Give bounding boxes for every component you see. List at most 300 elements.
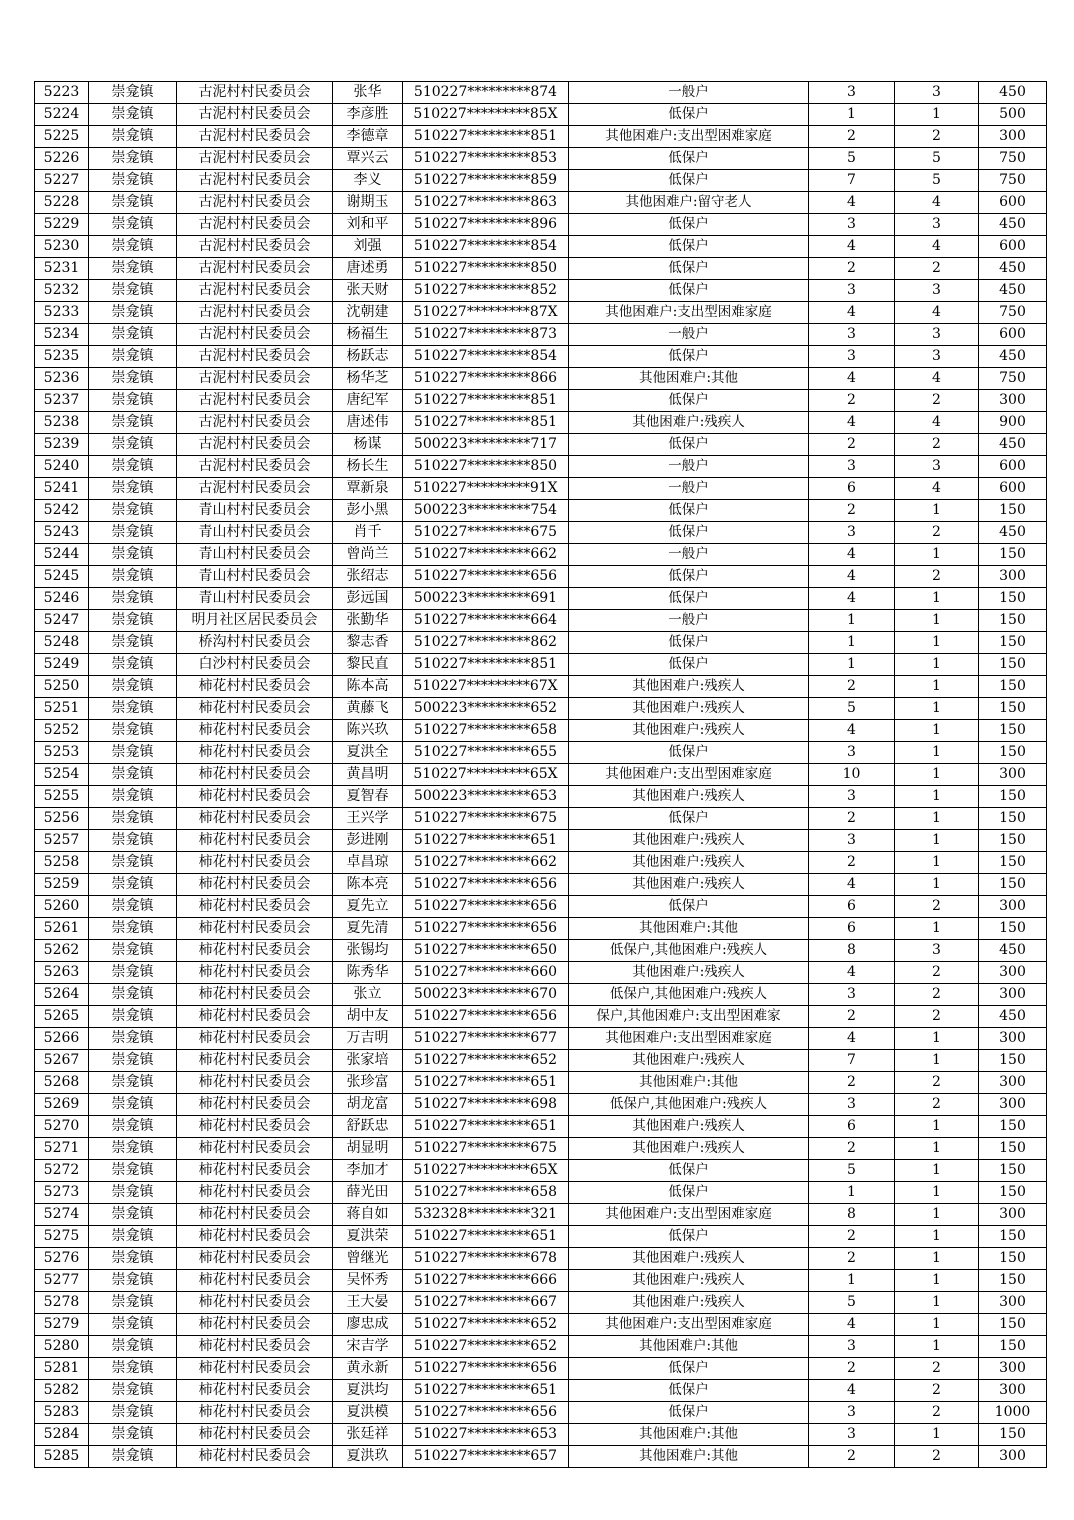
household-category-cell: 其他困难户:残疾人 [569, 1138, 809, 1160]
aided-persons-cell: 2 [895, 962, 979, 984]
family-size-cell: 2 [809, 500, 895, 522]
household-category-cell: 其他困难户:残疾人 [569, 962, 809, 984]
amount-cell: 150 [979, 742, 1047, 764]
name-cell: 陈本亮 [333, 874, 403, 896]
serial-number-cell: 5240 [35, 456, 89, 478]
table-row [35, 566, 1047, 588]
id-number-cell: 510227*********850 [403, 258, 569, 280]
serial-number-cell: 5232 [35, 280, 89, 302]
serial-number-cell: 5233 [35, 302, 89, 324]
serial-number-cell: 5272 [35, 1160, 89, 1182]
family-size-cell: 4 [809, 302, 895, 324]
name-cell: 谢期玉 [333, 192, 403, 214]
town-cell: 崇龛镇 [89, 148, 177, 170]
town-cell: 崇龛镇 [89, 412, 177, 434]
amount-cell: 500 [979, 104, 1047, 126]
committee-cell: 柿花村村民委员会 [177, 1226, 333, 1248]
serial-number-cell: 5231 [35, 258, 89, 280]
table-row [35, 1336, 1047, 1358]
family-size-cell: 2 [809, 1226, 895, 1248]
serial-number-cell: 5242 [35, 500, 89, 522]
family-size-cell: 2 [809, 258, 895, 280]
household-category-cell: 低保户 [569, 1380, 809, 1402]
family-size-cell: 3 [809, 786, 895, 808]
amount-cell: 150 [979, 808, 1047, 830]
id-number-cell: 510227*********658 [403, 1182, 569, 1204]
aided-persons-cell: 1 [895, 1028, 979, 1050]
table-row [35, 786, 1047, 808]
amount-cell: 600 [979, 456, 1047, 478]
committee-cell: 柿花村村民委员会 [177, 1446, 333, 1468]
household-category-cell: 低保户 [569, 1402, 809, 1424]
aided-persons-cell: 3 [895, 456, 979, 478]
committee-cell: 古泥村村民委员会 [177, 346, 333, 368]
id-number-cell: 510227*********662 [403, 544, 569, 566]
serial-number-cell: 5256 [35, 808, 89, 830]
table-row [35, 632, 1047, 654]
serial-number-cell: 5228 [35, 192, 89, 214]
household-category-cell: 低保户 [569, 258, 809, 280]
table-row [35, 1358, 1047, 1380]
id-number-cell: 510227*********652 [403, 1336, 569, 1358]
table-row [35, 1446, 1047, 1468]
household-category-cell: 低保户 [569, 500, 809, 522]
family-size-cell: 2 [809, 676, 895, 698]
serial-number-cell: 5262 [35, 940, 89, 962]
family-size-cell: 4 [809, 588, 895, 610]
household-category-cell: 低保户 [569, 280, 809, 302]
town-cell: 崇龛镇 [89, 1138, 177, 1160]
name-cell: 夏先立 [333, 896, 403, 918]
id-number-cell: 510227*********651 [403, 1116, 569, 1138]
amount-cell: 150 [979, 874, 1047, 896]
serial-number-cell: 5273 [35, 1182, 89, 1204]
id-number-cell: 510227*********87X [403, 302, 569, 324]
household-category-cell: 低保户 [569, 654, 809, 676]
serial-number-cell: 5280 [35, 1336, 89, 1358]
amount-cell: 750 [979, 170, 1047, 192]
family-size-cell: 2 [809, 852, 895, 874]
family-size-cell: 2 [809, 390, 895, 412]
name-cell: 黎民直 [333, 654, 403, 676]
id-number-cell: 510227*********651 [403, 1380, 569, 1402]
family-size-cell: 5 [809, 148, 895, 170]
household-category-cell: 其他困难户:支出型困难家庭 [569, 1204, 809, 1226]
id-number-cell: 510227*********851 [403, 390, 569, 412]
name-cell: 胡中友 [333, 1006, 403, 1028]
town-cell: 崇龛镇 [89, 742, 177, 764]
table-row [35, 302, 1047, 324]
committee-cell: 柿花村村民委员会 [177, 1358, 333, 1380]
committee-cell: 柿花村村民委员会 [177, 698, 333, 720]
name-cell: 张天财 [333, 280, 403, 302]
table-row [35, 478, 1047, 500]
family-size-cell: 3 [809, 1094, 895, 1116]
name-cell: 肖千 [333, 522, 403, 544]
serial-number-cell: 5269 [35, 1094, 89, 1116]
table-row [35, 324, 1047, 346]
amount-cell: 300 [979, 390, 1047, 412]
name-cell: 张绍志 [333, 566, 403, 588]
committee-cell: 柿花村村民委员会 [177, 1424, 333, 1446]
table-row [35, 236, 1047, 258]
household-category-cell: 其他困难户:其他 [569, 368, 809, 390]
table-row [35, 654, 1047, 676]
committee-cell: 柿花村村民委员会 [177, 786, 333, 808]
amount-cell: 450 [979, 82, 1047, 104]
family-size-cell: 3 [809, 742, 895, 764]
household-category-cell: 其他困难户:残疾人 [569, 786, 809, 808]
serial-number-cell: 5238 [35, 412, 89, 434]
family-size-cell: 4 [809, 544, 895, 566]
household-category-cell: 其他困难户:残疾人 [569, 676, 809, 698]
id-number-cell: 532328*********321 [403, 1204, 569, 1226]
committee-cell: 桥沟村村民委员会 [177, 632, 333, 654]
serial-number-cell: 5284 [35, 1424, 89, 1446]
family-size-cell: 4 [809, 874, 895, 896]
committee-cell: 柿花村村民委员会 [177, 1380, 333, 1402]
family-size-cell: 4 [809, 1028, 895, 1050]
committee-cell: 古泥村村民委员会 [177, 192, 333, 214]
family-size-cell: 3 [809, 522, 895, 544]
aided-persons-cell: 1 [895, 654, 979, 676]
table-row [35, 1006, 1047, 1028]
name-cell: 夏洪全 [333, 742, 403, 764]
amount-cell: 450 [979, 346, 1047, 368]
serial-number-cell: 5268 [35, 1072, 89, 1094]
family-size-cell: 2 [809, 808, 895, 830]
aided-persons-cell: 1 [895, 500, 979, 522]
family-size-cell: 7 [809, 1050, 895, 1072]
committee-cell: 柿花村村民委员会 [177, 676, 333, 698]
serial-number-cell: 5258 [35, 852, 89, 874]
table-row [35, 82, 1047, 104]
household-category-cell: 低保户 [569, 632, 809, 654]
amount-cell: 750 [979, 148, 1047, 170]
town-cell: 崇龛镇 [89, 1160, 177, 1182]
aided-persons-cell: 2 [895, 434, 979, 456]
amount-cell: 1000 [979, 1402, 1047, 1424]
table-row [35, 170, 1047, 192]
serial-number-cell: 5283 [35, 1402, 89, 1424]
id-number-cell: 510227*********651 [403, 1072, 569, 1094]
household-category-cell: 一般户 [569, 82, 809, 104]
town-cell: 崇龛镇 [89, 258, 177, 280]
name-cell: 彭小黑 [333, 500, 403, 522]
name-cell: 王大晏 [333, 1292, 403, 1314]
household-category-cell: 低保户 [569, 1182, 809, 1204]
family-size-cell: 1 [809, 104, 895, 126]
serial-number-cell: 5229 [35, 214, 89, 236]
name-cell: 夏先清 [333, 918, 403, 940]
household-category-cell: 低保户 [569, 214, 809, 236]
table-row [35, 1270, 1047, 1292]
table-row [35, 588, 1047, 610]
table-row [35, 1248, 1047, 1270]
committee-cell: 柿花村村民委员会 [177, 720, 333, 742]
serial-number-cell: 5247 [35, 610, 89, 632]
name-cell: 彭进刚 [333, 830, 403, 852]
amount-cell: 150 [979, 1226, 1047, 1248]
id-number-cell: 510227*********655 [403, 742, 569, 764]
household-category-cell: 其他困难户:支出型困难家庭 [569, 1028, 809, 1050]
name-cell: 刘和平 [333, 214, 403, 236]
aided-persons-cell: 1 [895, 830, 979, 852]
committee-cell: 柿花村村民委员会 [177, 940, 333, 962]
amount-cell: 300 [979, 1380, 1047, 1402]
household-category-cell: 一般户 [569, 478, 809, 500]
aided-persons-cell: 4 [895, 368, 979, 390]
committee-cell: 柿花村村民委员会 [177, 1050, 333, 1072]
family-size-cell: 3 [809, 82, 895, 104]
aided-persons-cell: 1 [895, 1336, 979, 1358]
serial-number-cell: 5244 [35, 544, 89, 566]
family-size-cell: 3 [809, 346, 895, 368]
name-cell: 杨华芝 [333, 368, 403, 390]
aided-persons-cell: 1 [895, 1138, 979, 1160]
town-cell: 崇龛镇 [89, 1380, 177, 1402]
committee-cell: 古泥村村民委员会 [177, 148, 333, 170]
aided-persons-cell: 1 [895, 1050, 979, 1072]
amount-cell: 300 [979, 1204, 1047, 1226]
id-number-cell: 510227*********656 [403, 1358, 569, 1380]
table-row [35, 1028, 1047, 1050]
committee-cell: 古泥村村民委员会 [177, 434, 333, 456]
aided-persons-cell: 2 [895, 522, 979, 544]
town-cell: 崇龛镇 [89, 1204, 177, 1226]
serial-number-cell: 5282 [35, 1380, 89, 1402]
family-size-cell: 2 [809, 1006, 895, 1028]
name-cell: 黄永新 [333, 1358, 403, 1380]
town-cell: 崇龛镇 [89, 544, 177, 566]
name-cell: 黄藤飞 [333, 698, 403, 720]
table-row [35, 1380, 1047, 1402]
serial-number-cell: 5278 [35, 1292, 89, 1314]
town-cell: 崇龛镇 [89, 896, 177, 918]
family-size-cell: 2 [809, 126, 895, 148]
serial-number-cell: 5261 [35, 918, 89, 940]
table-row [35, 214, 1047, 236]
serial-number-cell: 5251 [35, 698, 89, 720]
id-number-cell: 500223*********717 [403, 434, 569, 456]
household-category-cell: 低保户 [569, 390, 809, 412]
town-cell: 崇龛镇 [89, 1446, 177, 1468]
household-category-cell: 低保户,其他困难户:残疾人 [569, 984, 809, 1006]
household-category-cell: 其他困难户:留守老人 [569, 192, 809, 214]
serial-number-cell: 5267 [35, 1050, 89, 1072]
household-category-cell: 其他困难户:残疾人 [569, 852, 809, 874]
town-cell: 崇龛镇 [89, 1028, 177, 1050]
aided-persons-cell: 2 [895, 896, 979, 918]
amount-cell: 300 [979, 1358, 1047, 1380]
name-cell: 蒋自如 [333, 1204, 403, 1226]
table-row [35, 148, 1047, 170]
household-category-cell: 其他困难户:残疾人 [569, 1248, 809, 1270]
id-number-cell: 510227*********664 [403, 610, 569, 632]
amount-cell: 150 [979, 588, 1047, 610]
household-category-cell: 一般户 [569, 456, 809, 478]
id-number-cell: 510227*********658 [403, 720, 569, 742]
committee-cell: 青山村村民委员会 [177, 500, 333, 522]
amount-cell: 450 [979, 1006, 1047, 1028]
family-size-cell: 4 [809, 192, 895, 214]
id-number-cell: 500223*********754 [403, 500, 569, 522]
amount-cell: 150 [979, 610, 1047, 632]
town-cell: 崇龛镇 [89, 302, 177, 324]
id-number-cell: 510227*********656 [403, 566, 569, 588]
table-row [35, 126, 1047, 148]
serial-number-cell: 5248 [35, 632, 89, 654]
committee-cell: 柿花村村民委员会 [177, 962, 333, 984]
table-row [35, 104, 1047, 126]
family-size-cell: 3 [809, 1336, 895, 1358]
serial-number-cell: 5281 [35, 1358, 89, 1380]
aided-persons-cell: 3 [895, 346, 979, 368]
household-category-cell: 其他困难户:支出型困难家庭 [569, 126, 809, 148]
amount-cell: 300 [979, 126, 1047, 148]
aided-persons-cell: 2 [895, 1006, 979, 1028]
serial-number-cell: 5224 [35, 104, 89, 126]
committee-cell: 古泥村村民委员会 [177, 390, 333, 412]
id-number-cell: 510227*********651 [403, 1226, 569, 1248]
town-cell: 崇龛镇 [89, 500, 177, 522]
committee-cell: 柿花村村民委员会 [177, 1204, 333, 1226]
id-number-cell: 510227*********662 [403, 852, 569, 874]
id-number-cell: 500223*********691 [403, 588, 569, 610]
aided-persons-cell: 1 [895, 1270, 979, 1292]
household-category-cell: 其他困难户:其他 [569, 1072, 809, 1094]
aided-persons-cell: 1 [895, 720, 979, 742]
town-cell: 崇龛镇 [89, 1424, 177, 1446]
family-size-cell: 3 [809, 984, 895, 1006]
serial-number-cell: 5227 [35, 170, 89, 192]
town-cell: 崇龛镇 [89, 1402, 177, 1424]
household-category-cell: 低保户 [569, 808, 809, 830]
committee-cell: 柿花村村民委员会 [177, 896, 333, 918]
serial-number-cell: 5255 [35, 786, 89, 808]
table-row [35, 1182, 1047, 1204]
aided-persons-cell: 1 [895, 1116, 979, 1138]
name-cell: 张立 [333, 984, 403, 1006]
serial-number-cell: 5234 [35, 324, 89, 346]
table-row [35, 500, 1047, 522]
serial-number-cell: 5235 [35, 346, 89, 368]
amount-cell: 450 [979, 258, 1047, 280]
town-cell: 崇龛镇 [89, 1006, 177, 1028]
table-row [35, 1094, 1047, 1116]
town-cell: 崇龛镇 [89, 1072, 177, 1094]
family-size-cell: 6 [809, 896, 895, 918]
family-size-cell: 5 [809, 1160, 895, 1182]
household-category-cell: 其他困难户:残疾人 [569, 830, 809, 852]
aided-persons-cell: 1 [895, 632, 979, 654]
household-category-cell: 一般户 [569, 324, 809, 346]
family-size-cell: 2 [809, 1446, 895, 1468]
town-cell: 崇龛镇 [89, 434, 177, 456]
committee-cell: 柿花村村民委员会 [177, 1072, 333, 1094]
serial-number-cell: 5257 [35, 830, 89, 852]
name-cell: 李彦胜 [333, 104, 403, 126]
name-cell: 胡龙富 [333, 1094, 403, 1116]
committee-cell: 古泥村村民委员会 [177, 456, 333, 478]
household-category-cell: 低保户 [569, 1226, 809, 1248]
id-number-cell: 510227*********874 [403, 82, 569, 104]
aided-persons-cell: 1 [895, 698, 979, 720]
family-size-cell: 3 [809, 456, 895, 478]
committee-cell: 古泥村村民委员会 [177, 478, 333, 500]
serial-number-cell: 5263 [35, 962, 89, 984]
amount-cell: 150 [979, 500, 1047, 522]
town-cell: 崇龛镇 [89, 104, 177, 126]
aided-persons-cell: 2 [895, 1446, 979, 1468]
name-cell: 黄昌明 [333, 764, 403, 786]
family-size-cell: 2 [809, 1358, 895, 1380]
table-row [35, 390, 1047, 412]
family-size-cell: 5 [809, 698, 895, 720]
town-cell: 崇龛镇 [89, 170, 177, 192]
id-number-cell: 510227*********863 [403, 192, 569, 214]
amount-cell: 450 [979, 434, 1047, 456]
town-cell: 崇龛镇 [89, 940, 177, 962]
family-size-cell: 3 [809, 324, 895, 346]
id-number-cell: 500223*********653 [403, 786, 569, 808]
committee-cell: 柿花村村民委员会 [177, 1138, 333, 1160]
name-cell: 曾尚兰 [333, 544, 403, 566]
amount-cell: 150 [979, 918, 1047, 940]
roster-body [35, 82, 1047, 1468]
name-cell: 李加才 [333, 1160, 403, 1182]
aided-persons-cell: 1 [895, 588, 979, 610]
family-size-cell: 4 [809, 368, 895, 390]
amount-cell: 450 [979, 214, 1047, 236]
name-cell: 李德章 [333, 126, 403, 148]
amount-cell: 150 [979, 632, 1047, 654]
town-cell: 崇龛镇 [89, 588, 177, 610]
town-cell: 崇龛镇 [89, 632, 177, 654]
amount-cell: 450 [979, 940, 1047, 962]
town-cell: 崇龛镇 [89, 522, 177, 544]
town-cell: 崇龛镇 [89, 192, 177, 214]
aided-persons-cell: 1 [895, 544, 979, 566]
amount-cell: 150 [979, 1182, 1047, 1204]
id-number-cell: 510227*********65X [403, 1160, 569, 1182]
committee-cell: 柿花村村民委员会 [177, 852, 333, 874]
committee-cell: 柿花村村民委员会 [177, 1270, 333, 1292]
name-cell: 沈朝建 [333, 302, 403, 324]
household-category-cell: 保户,其他困难户:支出型困难家 [569, 1006, 809, 1028]
name-cell: 黎志香 [333, 632, 403, 654]
serial-number-cell: 5236 [35, 368, 89, 390]
household-category-cell: 其他困难户:支出型困难家庭 [569, 764, 809, 786]
household-category-cell: 其他困难户:残疾人 [569, 412, 809, 434]
name-cell: 张锡均 [333, 940, 403, 962]
table-row [35, 676, 1047, 698]
household-category-cell: 其他困难户:残疾人 [569, 1116, 809, 1138]
id-number-cell: 510227*********657 [403, 1446, 569, 1468]
amount-cell: 150 [979, 676, 1047, 698]
amount-cell: 300 [979, 1094, 1047, 1116]
id-number-cell: 510227*********65X [403, 764, 569, 786]
aided-persons-cell: 2 [895, 1094, 979, 1116]
table-row [35, 412, 1047, 434]
aided-persons-cell: 2 [895, 566, 979, 588]
id-number-cell: 510227*********67X [403, 676, 569, 698]
name-cell: 夏洪模 [333, 1402, 403, 1424]
id-number-cell: 510227*********854 [403, 346, 569, 368]
table-row [35, 1424, 1047, 1446]
table-row [35, 874, 1047, 896]
amount-cell: 150 [979, 698, 1047, 720]
